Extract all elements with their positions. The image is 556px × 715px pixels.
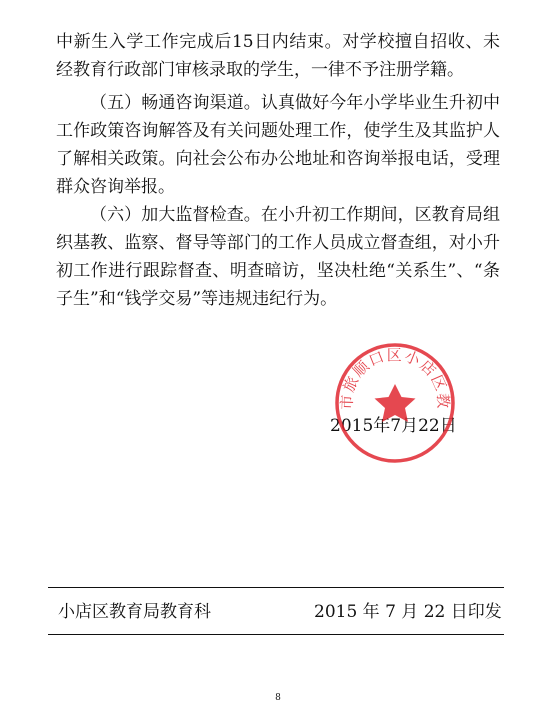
paragraph-supervision: （六）加大监督检查。在小升初工作期间，区教育局组织基教、监察、督导等部门的工作人员成立督查组，对小升初工作进行跟踪督查、明查暗访，坚决杜绝“关系生”、“条子生”和“钱学交易”等违规违纪行为。 xyxy=(56,205,500,309)
footer-bottom-rule xyxy=(48,634,504,635)
footer-issuer: 小店区教育局教育科 xyxy=(58,602,211,622)
seal-star-icon xyxy=(375,384,416,422)
footer-top-rule xyxy=(48,587,504,588)
signature-date: 2015年7月22日 xyxy=(330,416,457,436)
paragraph-continuation: 中新生入学工作完成后15日内结束。对学校擅自招收、未经教育行政部门审核录取的学生，一律不予注册学籍。 xyxy=(56,32,500,80)
paragraph-consultation-channels: （五）畅通咨询渠道。认真做好今年小学毕业生升初中工作政策咨询解答及有关问题处理工作，使学生及其监护人了解相关政策。向社会公布办公地址和咨询举报电话，受理群众咨询举报。 xyxy=(56,93,500,197)
page-number: 8 xyxy=(275,693,281,703)
footer-print-date: 2015 年 7 月 22 日印发 xyxy=(314,602,502,622)
official-seal xyxy=(332,340,458,470)
svg-text:大连市旅顺口区小店区教育局: 市旅顺口区小店区教 xyxy=(337,346,453,411)
